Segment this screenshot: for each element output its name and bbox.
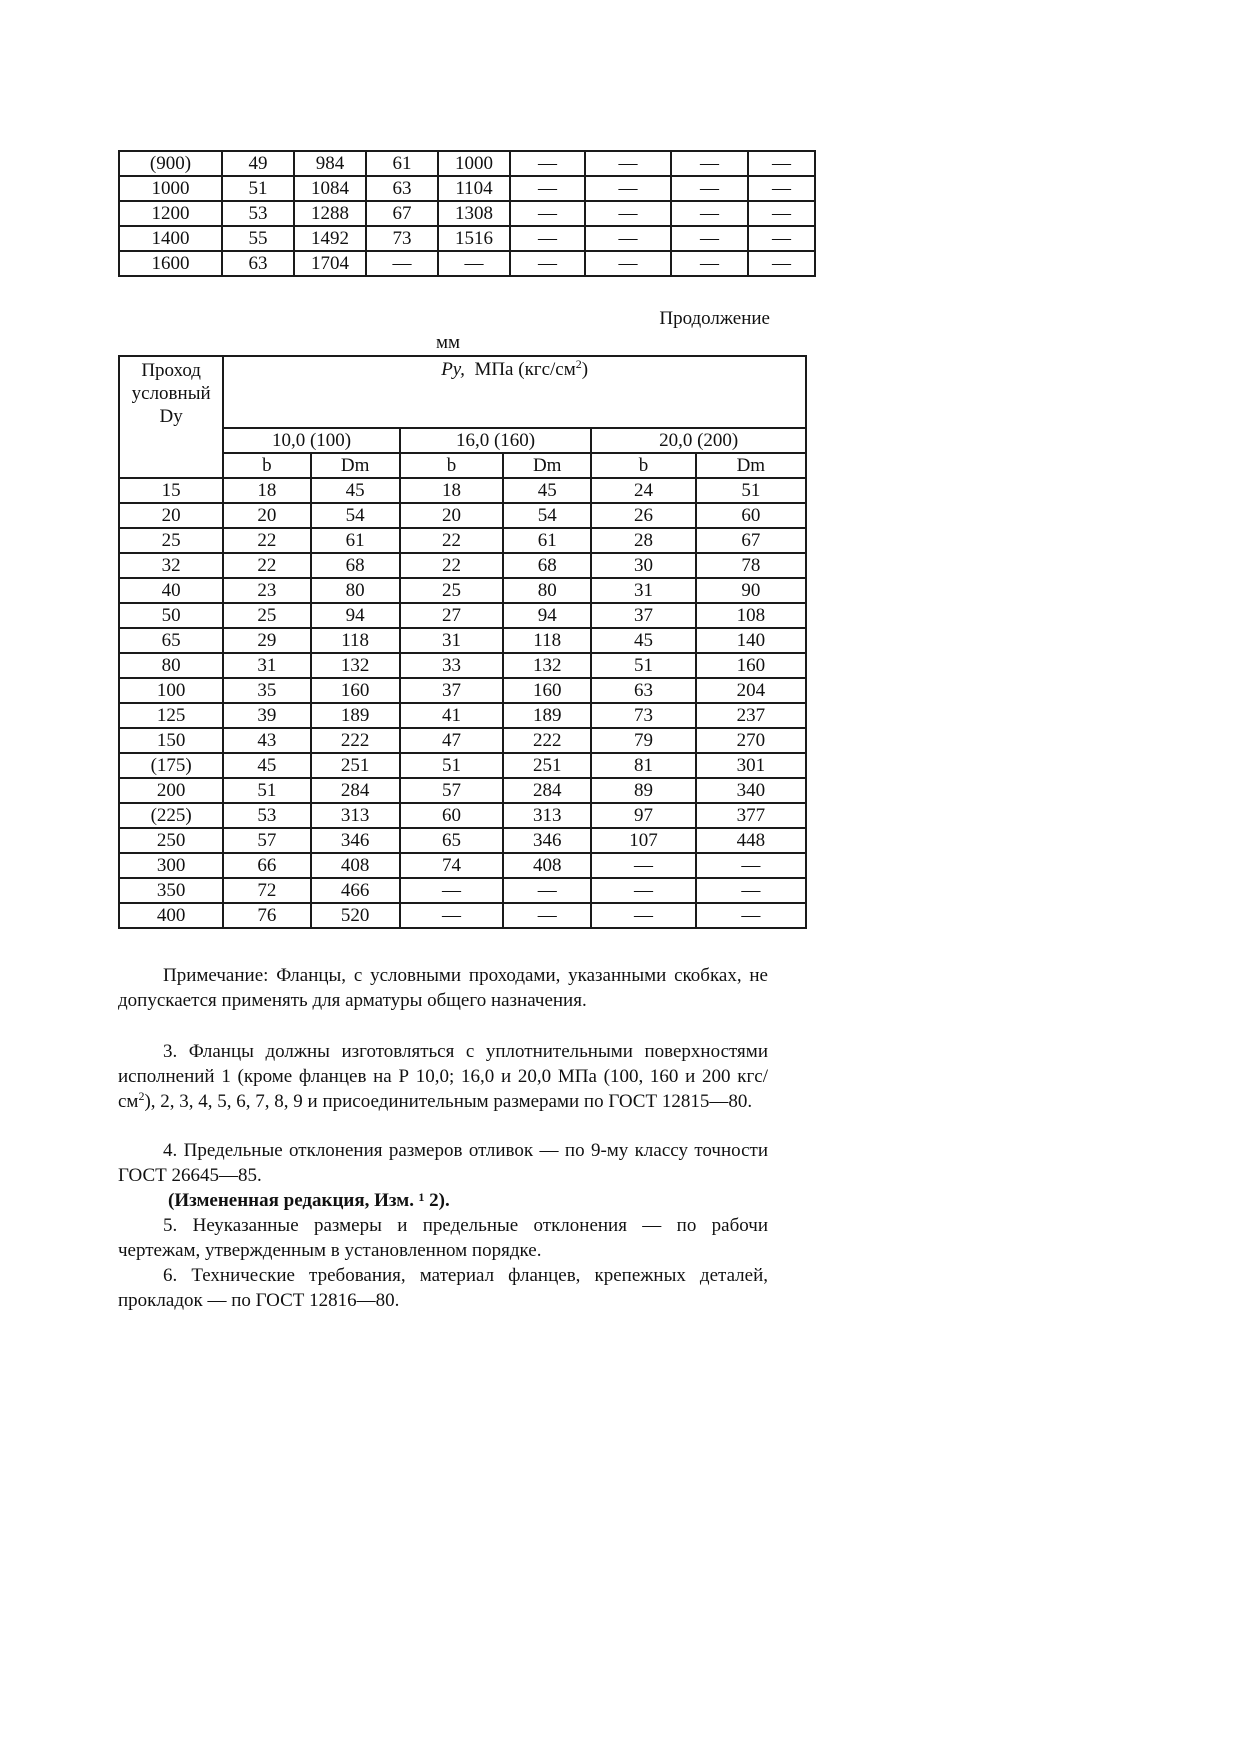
table-row [119, 478, 806, 503]
table-cell: 22 [400, 553, 503, 578]
table-cell: 80 [503, 578, 591, 603]
table-note: Примечание: Фланцы, с условными проходами, указанными скобках, не допускается применять для арматуры общего назначения. [118, 965, 768, 1011]
table-cell: — [696, 903, 806, 928]
table-row [119, 251, 815, 276]
table-cell: 90 [696, 578, 806, 603]
table-cell: 45 [591, 628, 695, 653]
table-cell: — [671, 251, 748, 276]
table-cell: 300 [119, 853, 223, 878]
table-cell: 204 [696, 678, 806, 703]
table-cell: — [591, 903, 695, 928]
units-label: мм [435, 332, 461, 353]
table-cell: (225) [119, 803, 223, 828]
table-cell: 284 [503, 778, 591, 803]
pressure-group-header: 10,0 (100) [223, 428, 400, 453]
table-cell: 313 [311, 803, 400, 828]
nominal-bore-header-line: Проход [141, 360, 201, 381]
table-cell: 63 [222, 251, 294, 276]
table-cell: 15 [119, 478, 223, 503]
table-cell: 448 [696, 828, 806, 853]
table-cell: 107 [591, 828, 695, 853]
top-dimensions-table [118, 150, 816, 277]
table-row [119, 728, 806, 753]
table-cell: 33 [400, 653, 503, 678]
nominal-bore-header [119, 356, 223, 478]
table-cell: — [510, 251, 585, 276]
table-cell: — [366, 251, 438, 276]
table-cell: 1000 [119, 176, 222, 201]
table-cell: 66 [223, 853, 310, 878]
table-cell: 118 [503, 628, 591, 653]
table-cell: 67 [366, 201, 438, 226]
table-cell: 31 [400, 628, 503, 653]
pressure-symbol: Py, [441, 359, 465, 380]
table-cell: 72 [223, 878, 310, 903]
table-cell: 160 [696, 653, 806, 678]
column-header-b: b [591, 453, 695, 478]
table-cell: — [585, 226, 671, 251]
column-header-b: b [223, 453, 310, 478]
table-cell: 189 [503, 703, 591, 728]
table-cell: 30 [591, 553, 695, 578]
table-row [119, 176, 815, 201]
table-cell: 346 [503, 828, 591, 853]
table-cell: 377 [696, 803, 806, 828]
table-row [119, 878, 806, 903]
table-cell: 1516 [438, 226, 510, 251]
table-cell: 1200 [119, 201, 222, 226]
table-cell: 80 [311, 578, 400, 603]
table-cell: 63 [366, 176, 438, 201]
column-header-dm: Dm [696, 453, 806, 478]
clause-3-exponent: 2 [138, 1089, 145, 1103]
table-cell: 251 [311, 753, 400, 778]
table-cell: — [503, 903, 591, 928]
table-cell: 78 [696, 553, 806, 578]
table-cell: 61 [311, 528, 400, 553]
table-header [119, 356, 806, 478]
table-cell: 74 [400, 853, 503, 878]
amendment-note: (Измененная редакция, Изм. ¹ 2). [168, 1190, 450, 1211]
table-cell: 132 [503, 653, 591, 678]
table-cell: 54 [503, 503, 591, 528]
table-cell: — [510, 201, 585, 226]
table-cell: 81 [591, 753, 695, 778]
table-row [119, 853, 806, 878]
table-cell: 200 [119, 778, 223, 803]
table-cell: 94 [311, 603, 400, 628]
table-cell: 20 [223, 503, 310, 528]
table-cell: — [696, 878, 806, 903]
top-table-body [119, 151, 815, 276]
table-row [119, 678, 806, 703]
table-cell: 140 [696, 628, 806, 653]
table-cell: — [671, 151, 748, 176]
table-cell: 25 [119, 528, 223, 553]
table-cell: 61 [366, 151, 438, 176]
clause-4: 4. Предельные отклонения размеров отливок — по 9-му классу точности ГОСТ 26645—85. [118, 1140, 768, 1186]
table-cell: 54 [311, 503, 400, 528]
table-row [119, 703, 806, 728]
table-cell: 35 [223, 678, 310, 703]
table-row [119, 778, 806, 803]
table-cell: — [585, 201, 671, 226]
table-cell: 68 [311, 553, 400, 578]
pressure-unit-close: ) [581, 359, 589, 380]
table-cell: 346 [311, 828, 400, 853]
table-cell: 270 [696, 728, 806, 753]
pressure-group-header: 16,0 (160) [400, 428, 592, 453]
table-cell: 284 [311, 778, 400, 803]
table-cell: — [510, 226, 585, 251]
table-cell: 73 [591, 703, 695, 728]
table-cell: 55 [222, 226, 294, 251]
table-cell: 1308 [438, 201, 510, 226]
table-cell: 26 [591, 503, 695, 528]
table-cell: 89 [591, 778, 695, 803]
table-cell: 22 [223, 528, 310, 553]
table-cell: 60 [400, 803, 503, 828]
table-cell: 350 [119, 878, 223, 903]
table-cell: 53 [223, 803, 310, 828]
table-cell: 32 [119, 553, 223, 578]
table-cell: 31 [223, 653, 310, 678]
table-cell: 37 [400, 678, 503, 703]
table-cell: 41 [400, 703, 503, 728]
table-cell: 94 [503, 603, 591, 628]
table-cell: — [696, 853, 806, 878]
table-cell: 466 [311, 878, 400, 903]
table-cell: 40 [119, 578, 223, 603]
table-cell: 31 [591, 578, 695, 603]
table-cell: — [503, 878, 591, 903]
table-cell: 49 [222, 151, 294, 176]
table-cell: 984 [294, 151, 366, 176]
table-cell: 408 [503, 853, 591, 878]
table-cell: 50 [119, 603, 223, 628]
table-cell: — [591, 878, 695, 903]
table-cell: 29 [223, 628, 310, 653]
pressure-unit-exponent: 2 [575, 357, 582, 371]
table-row [119, 828, 806, 853]
table-cell: 43 [223, 728, 310, 753]
table-cell: 51 [696, 478, 806, 503]
table-row [119, 628, 806, 653]
table-cell: 51 [223, 778, 310, 803]
table-cell: 160 [311, 678, 400, 703]
table-cell: (175) [119, 753, 223, 778]
table-cell: 47 [400, 728, 503, 753]
table-cell: 18 [400, 478, 503, 503]
table-cell: 67 [696, 528, 806, 553]
table-cell: 237 [696, 703, 806, 728]
clause-3-text: 3. Фланцы должны изготовляться с уплотнительными поверхностями исполнений 1 (кроме фланцев на Р 10,0; 16,0 и 20,0 МПа (100, 160 и 200 кгс/см [118, 1041, 768, 1112]
table-cell: 400 [119, 903, 223, 928]
table-row [119, 553, 806, 578]
pressure-group-header: 20,0 (200) [591, 428, 806, 453]
table-cell: 51 [400, 753, 503, 778]
table-cell: 1492 [294, 226, 366, 251]
table-cell: 1084 [294, 176, 366, 201]
table-row [119, 226, 815, 251]
table-cell: — [748, 226, 815, 251]
table-cell: 340 [696, 778, 806, 803]
table-cell: 222 [311, 728, 400, 753]
column-header-dm: Dm [503, 453, 591, 478]
continuation-label: Продолжение [659, 308, 770, 329]
table-cell: — [748, 176, 815, 201]
table-cell: 20 [400, 503, 503, 528]
table-cell: 1288 [294, 201, 366, 226]
table-cell: (900) [119, 151, 222, 176]
table-cell: 108 [696, 603, 806, 628]
table-cell: — [671, 201, 748, 226]
table-cell: 24 [591, 478, 695, 503]
clause-5: 5. Неуказанные размеры и предельные отклонения — по рабочи чертежам, утвержденным в установленном порядке. [118, 1215, 768, 1261]
table-cell: 37 [591, 603, 695, 628]
table-cell: — [748, 151, 815, 176]
table-cell: 61 [503, 528, 591, 553]
table-row [119, 903, 806, 928]
table-cell: 408 [311, 853, 400, 878]
table-cell: 18 [223, 478, 310, 503]
table-cell: 251 [503, 753, 591, 778]
table-cell: 125 [119, 703, 223, 728]
nominal-bore-header-line: Dy [159, 406, 183, 427]
table-cell: 520 [311, 903, 400, 928]
table-row [119, 528, 806, 553]
table-cell: — [585, 151, 671, 176]
table-cell: 22 [223, 553, 310, 578]
table-cell: — [671, 226, 748, 251]
table-cell: 1400 [119, 226, 222, 251]
table-cell: 57 [223, 828, 310, 853]
clause-3 [118, 1039, 768, 1114]
table-cell: 65 [400, 828, 503, 853]
table-cell: — [510, 151, 585, 176]
table-cell: — [585, 251, 671, 276]
table-cell: 45 [503, 478, 591, 503]
clause-6: 6. Технические требования, материал фланцев, крепежных деталей, прокладок — по ГОСТ 12816—80. [118, 1265, 768, 1311]
table-cell: 60 [696, 503, 806, 528]
table-row [119, 753, 806, 778]
table-cell: 189 [311, 703, 400, 728]
table-cell: 20 [119, 503, 223, 528]
table-cell: 150 [119, 728, 223, 753]
flange-dimensions-table [118, 355, 807, 929]
table-cell: 25 [400, 578, 503, 603]
table-cell: 100 [119, 678, 223, 703]
table-cell: — [510, 176, 585, 201]
table-cell: 76 [223, 903, 310, 928]
table-cell: 39 [223, 703, 310, 728]
table-cell: 301 [696, 753, 806, 778]
table-cell: 57 [400, 778, 503, 803]
table-cell: 51 [591, 653, 695, 678]
table-cell: 65 [119, 628, 223, 653]
table-cell: 222 [503, 728, 591, 753]
table-cell: 27 [400, 603, 503, 628]
table-row [119, 603, 806, 628]
table-cell: 1704 [294, 251, 366, 276]
table-cell: 132 [311, 653, 400, 678]
table-cell: 79 [591, 728, 695, 753]
table-cell: — [748, 251, 815, 276]
table-cell: 25 [223, 603, 310, 628]
table-cell: — [400, 903, 503, 928]
table-cell: 1600 [119, 251, 222, 276]
table-cell: 53 [222, 201, 294, 226]
table-cell: 63 [591, 678, 695, 703]
table-row [119, 578, 806, 603]
nominal-bore-header-line: условный [131, 383, 211, 404]
table-cell: 45 [223, 753, 310, 778]
table-cell: — [585, 176, 671, 201]
table-body [119, 478, 806, 928]
table-cell: 118 [311, 628, 400, 653]
clause-3-text-end: ), 2, 3, 4, 5, 6, 7, 8, 9 и присоединительным размерами по ГОСТ 12815—80. [144, 1091, 753, 1112]
table-cell: 97 [591, 803, 695, 828]
table-cell: 28 [591, 528, 695, 553]
table-cell: 80 [119, 653, 223, 678]
table-cell: 45 [311, 478, 400, 503]
column-header-b: b [400, 453, 503, 478]
table-cell: 73 [366, 226, 438, 251]
table-cell: 313 [503, 803, 591, 828]
table-row [119, 201, 815, 226]
table-row [119, 151, 815, 176]
table-cell: 1104 [438, 176, 510, 201]
table-cell: 23 [223, 578, 310, 603]
table-cell: 68 [503, 553, 591, 578]
pressure-unit: МПа (кгс/см [474, 359, 576, 380]
table-cell: — [671, 176, 748, 201]
table-row [119, 803, 806, 828]
table-cell: — [438, 251, 510, 276]
table-cell: 22 [400, 528, 503, 553]
table-row [119, 503, 806, 528]
table-cell: 51 [222, 176, 294, 201]
nominal-pressure-header [223, 356, 806, 428]
column-header-dm: Dm [311, 453, 400, 478]
table-cell: 250 [119, 828, 223, 853]
table-cell: 160 [503, 678, 591, 703]
table-cell: — [591, 853, 695, 878]
table-cell: 1000 [438, 151, 510, 176]
table-cell: — [400, 878, 503, 903]
table-row [119, 653, 806, 678]
table-cell: — [748, 201, 815, 226]
